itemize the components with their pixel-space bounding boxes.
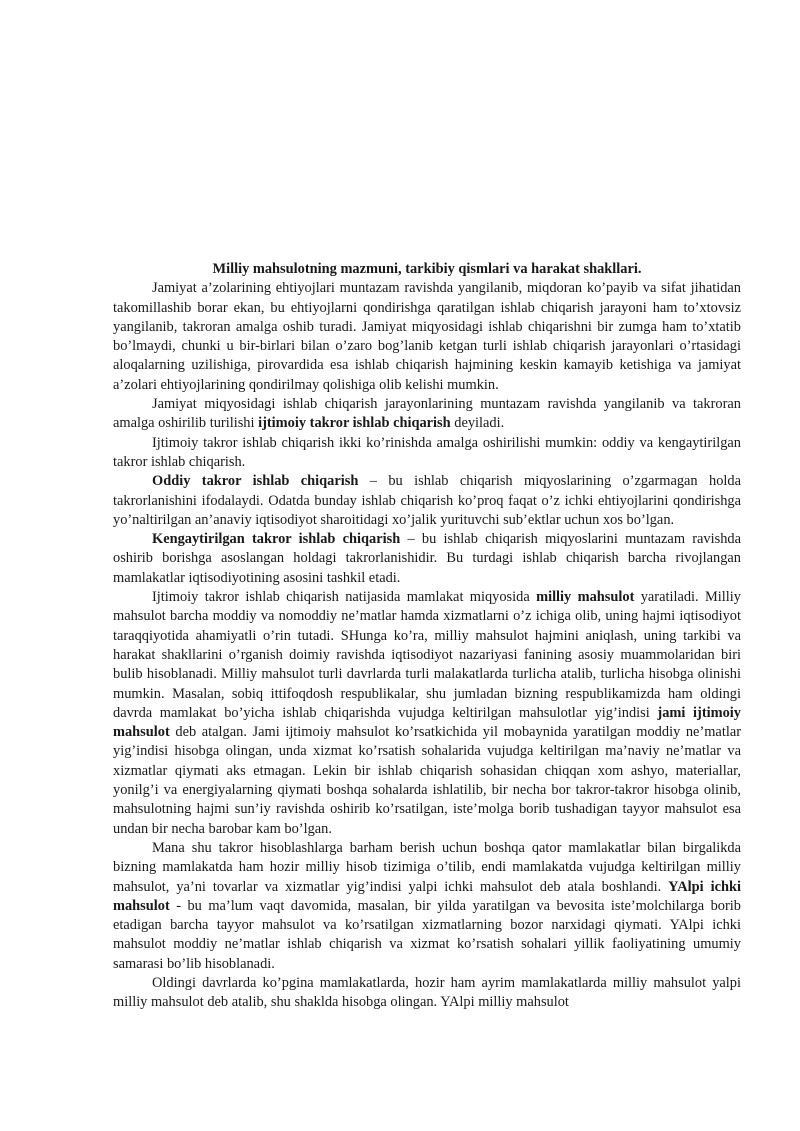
paragraph-text: – bu ishlab chiqarish miqyoslarini muntazam ravishda oshirib borishga asoslangan holdagi takrorlanishidir. Bu turdagi ishlab chiqarish barcha rivojlangan mamlakatlar iqtisodiyotining asosini tashkil etadi. xyxy=(113,531,741,586)
paragraph-5 xyxy=(113,530,741,588)
paragraph-4 xyxy=(113,472,741,530)
paragraph-6 xyxy=(113,588,741,839)
term-bold: YAlpi ichki mahsulot xyxy=(113,878,741,914)
paragraph-text: Ijtimoiy takror ishlab chiqarish ikki ko’rinishda amalga oshirilishi mumkin: oddiy va kengaytirilgan takror ishlab chiqarish. xyxy=(113,434,741,470)
paragraph-text: - bu ma’lum vaqt davomida, masalan, bir yilda yaratilgan va bevosita iste’molchilarga borib etadigan barcha tayyor mahsulot va ko’rsatilgan xizmatlarning bozor narxidagi qiymati. YAlpi ichki mahsulot moddiy ne’matlar ishlab chiqarish va xizmat ko’rsatish sohalari yillik faoliyatining umumiy samarasi bo’lib hisoblanadi. xyxy=(113,897,741,972)
paragraph-3 xyxy=(113,434,741,473)
paragraph-2 xyxy=(113,395,741,434)
term-bold: Oddiy takror ishlab chiqarish xyxy=(152,473,359,490)
paragraph-1 xyxy=(113,279,741,395)
paragraph-text: deyiladi. xyxy=(450,415,505,432)
paragraph-7 xyxy=(113,839,741,974)
paragraph-8 xyxy=(113,974,741,1013)
document-page xyxy=(113,260,741,1013)
paragraph-text: yaratiladi. Milliy mahsulot barcha moddiy va nomoddiy ne’matlar hamda xizmatlarni o’z ichiga olib, uning hajmi iqtisodiyot taraqqiyotida ahamiyatli o’rin tutadi. SHunga ko’ra, milliy mahsulot hajmini aniqlash, uning tarkibi va harakat shakllarini o’rganish doimiy ravishda iqtisodiyot nazariyasi fanining asosiy muammolaridan biri bulib hisoblanadi. Milliy mahsulot turli davrlarda turli malakatlarda turlicha atalib, turlicha hisobga olinishi mumkin. Masalan, sobiq ittifoqdosh respublikalar, shu jumladan bizning respublikamizda ham oldingi davrda mamlakat bo’yicha ishlab chiqarishda vujudga keltirilgan mahsulotlar yig’indisi xyxy=(113,589,741,721)
paragraph-text: Jamiyat a’zolarining ehtiyojlari muntazam ravishda yangilanib, miqdoran ko’payib va sifat jihatidan takomillashib borar ekan, bu ehtiyojlarni qondirishga qaratilgan ishlab chiqarish jarayoni ham to’xtovsiz yangilanib, takroran amalga oshib turadi. Jamiyat miqyosidagi ishlab chiqarishni bir zumga ham to’xtatib bo’lmaydi, chunki u bir-birlari bilan o’zaro bog’lanib ketgan turli ishlab chiqarish jarayonlari o’rtasidagi aloqalarning uzilishiga, pirovardida esa ishlab chiqarish hajmining keskin kamayib ketishiga va jamiyat a’zolari ehtiyojlarining qondirilmay qolishiga olib kelishi mumkin. xyxy=(113,280,741,393)
term-bold: ijtimoiy takror ishlab chiqarish xyxy=(258,415,451,432)
paragraph-text: Jamiyat miqyosidagi ishlab chiqarish jarayonlarining muntazam ravishda yangilanib va takroran amalga oshirilib turilishi xyxy=(113,396,741,432)
paragraph-text: – bu ishlab chiqarish miqyoslarining o’zgarmagan holda takrorlanishini ifodalaydi. Odatda bunday ishlab chiqarish ko’proq faqat o’z ichki ehtiyojlarini qondirishga yo’naltirilgan an’anaviy iqtisodiyot sharoitidagi xo’jalik yurituvchi sub’ektlar uchun xos bo’lgan. xyxy=(113,473,741,528)
term-bold: Kengaytirilgan takror ishlab chiqarish xyxy=(152,531,401,548)
paragraph-text: Oldingi davrlarda ko’pgina mamlakatlarda, hozir ham ayrim mamlakatlarda milliy mahsulot yalpi milliy mahsulot deb atalib, shu shaklda hisobga olingan. YAlpi milliy mahsulot xyxy=(113,974,741,1011)
document-title: Milliy mahsulotning mazmuni, tarkibiy qismlari va harakat shakllari. xyxy=(212,261,642,277)
term-bold: milliy mahsulot xyxy=(536,589,635,606)
paragraph-text: Mana shu takror hisoblashlarga barham berish uchun boshqa qator mamlakatlar bilan birgalikda bizning mamlakatda ham hozir milliy hisob tizimiga o’tilib, endi mamlakatda vujudga keltirilgan milliy mahsulot, ya’ni tovarlar va xizmatlar yig’indisi yalpi ichki mahsulot deb atala boshlandi. xyxy=(113,839,741,895)
term-bold: jami ijtimoiy mahsulot xyxy=(113,704,742,741)
paragraph-text: Ijtimoiy takror ishlab chiqarish natijasida mamlakat miqyosida xyxy=(152,589,537,606)
paragraph-text: deb atalgan. Jami ijtimoiy mahsulot ko’rsatkichida yil mobaynida yaratilgan moddiy ne’matlar yig’indisi hisobga olingan, unda xizmat ko’rsatish sohalarida vujudga keltirilgan ma’naviy ne’matlar va xizmatlar qiymati aks etmagan. Lekin bir ishlab chiqarish sohasidan chiqqan xom ashyo, materiallar, yonilg’i va energiyalarning qiymati boshqa sohalarda ishlatilib, bir necha bor takror-takror hisobga olinib, mahsulotning hajmi sun’iy ravishda oshirib ko’rsatilgan, iste’molga borib tushadigan tayyor mahsulot esa undan bir necha barobar kam bo’lgan. xyxy=(113,724,741,837)
